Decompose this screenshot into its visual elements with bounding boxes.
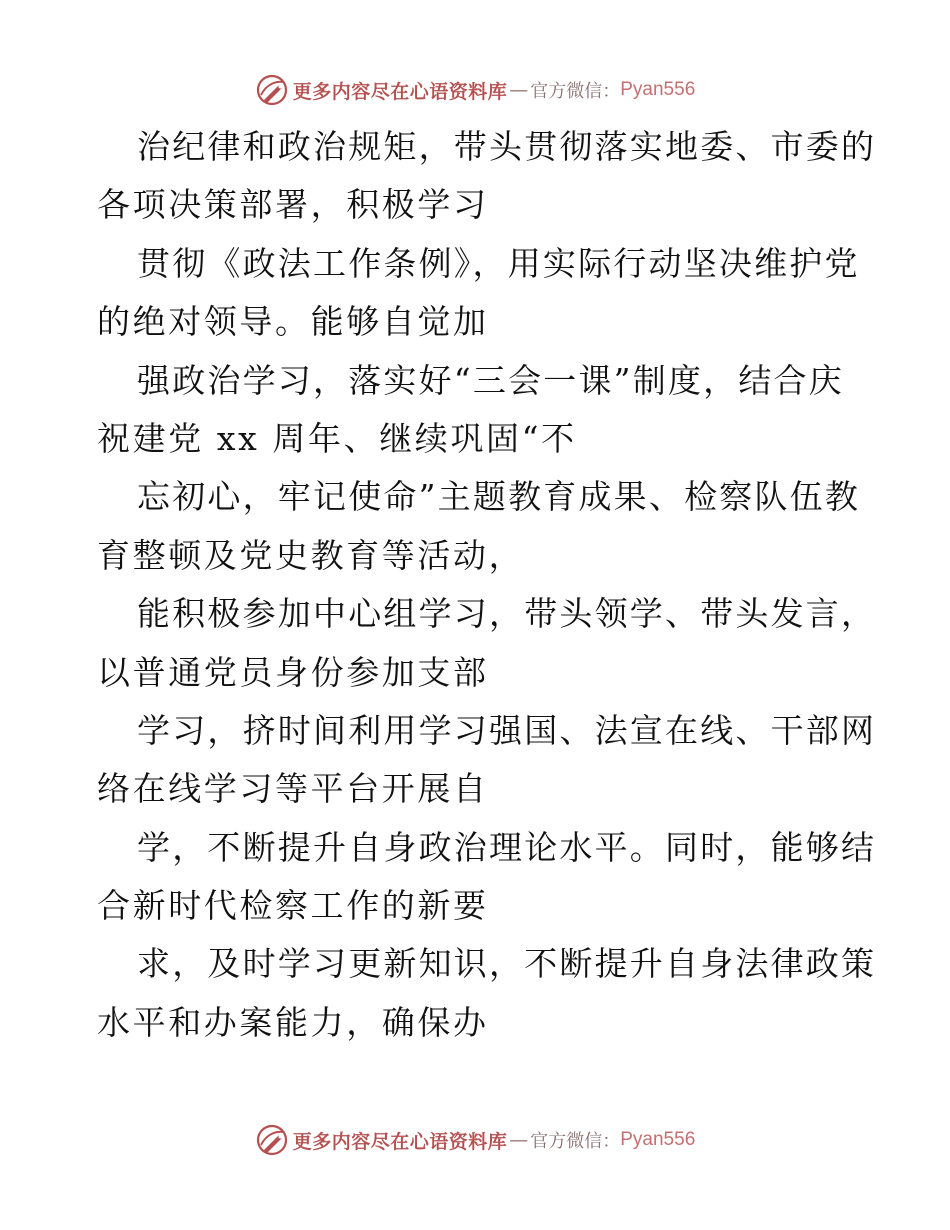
- body-line: 强政治学习，落实好“三会一课”制度，结合庆: [137, 360, 844, 400]
- pen-logo-icon: [255, 1123, 289, 1157]
- footer-banner-text: 更多内容尽在心语资料库: [292, 1130, 508, 1153]
- body-line: 忘初心，牢记使命”主题教育成果、检察队伍教: [137, 477, 861, 517]
- header-watermark-banner: [0, 70, 950, 110]
- body-line: 贯彻《政法工作条例》，用实际行动坚决维护党: [137, 243, 860, 283]
- body-line: 能积极参加中心组学习，带头领学、带头发言，: [137, 594, 877, 634]
- footer-wechat-account: Pyan556: [620, 1129, 696, 1150]
- footer-separator: —: [509, 1129, 529, 1151]
- header-separator: —: [509, 79, 529, 101]
- pen-logo-icon: [255, 73, 289, 107]
- body-line: 以普通党员身份参加支部: [97, 652, 489, 692]
- body-line: 育整顿及党史教育等活动，: [97, 535, 525, 575]
- footer-watermark-banner: [0, 1120, 950, 1160]
- body-line: 求，及时学习更新知识，不断提升自身法律政策: [137, 944, 877, 984]
- body-line: 祝建党 xx 周年、继续巩固“不: [97, 418, 577, 458]
- document-body: [97, 118, 877, 1052]
- body-line: 水平和办案能力，确保办: [97, 1002, 489, 1042]
- footer-wechat-label: 官方微信：: [530, 1131, 621, 1152]
- body-line: 学习，挤时间利用学习强国、法宣在线、干部网: [137, 710, 877, 750]
- body-line: 络在线学习等平台开展自: [97, 769, 489, 809]
- header-wechat-account: Pyan556: [620, 79, 696, 100]
- body-line: 合新时代检察工作的新要: [97, 886, 489, 926]
- body-line: 学，不断提升自身政治理论水平。同时，能够结: [137, 827, 877, 867]
- header-wechat-label: 官方微信：: [530, 81, 621, 102]
- body-line: 的绝对领导。能够自觉加: [97, 302, 489, 342]
- header-banner-text: 更多内容尽在心语资料库: [292, 80, 508, 103]
- body-line: 各项决策部署，积极学习: [97, 185, 489, 225]
- body-line: 治纪律和政治规矩，带头贯彻落实地委、市委的: [137, 127, 877, 166]
